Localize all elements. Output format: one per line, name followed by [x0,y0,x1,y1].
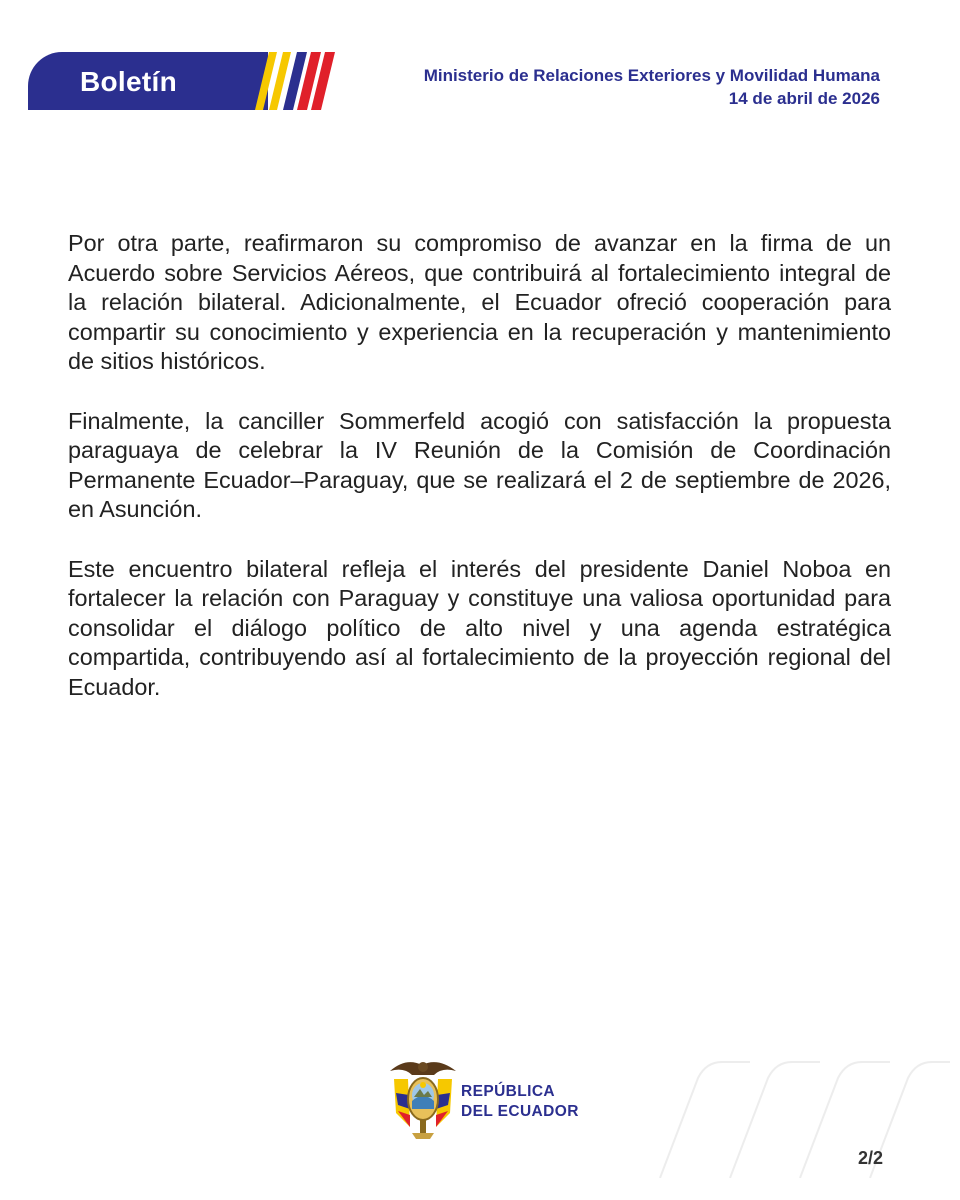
republic-label-line1: REPÚBLICA [461,1083,556,1100]
bulletin-body [68,229,891,732]
republic-label-line2: DEL ECUADOR [461,1103,579,1120]
bulletin-badge-label: Boletín [80,66,177,97]
paragraph: Este encuentro bilateral refleja el interés del presidente Daniel Noboa en fortalecer la relación con Paraguay y constituye una valiosa oportunidad para consolidar el diálogo político de alto nivel y una agenda estratégica compartida, contribuyendo así al fortalecimiento de la proyección regional del Ecuador. [68,555,891,700]
ministry-name: Ministerio de Relaciones Exteriores y Movilidad Humana [423,66,880,85]
page-number: 2/2 [857,1148,883,1168]
decorative-watermark [650,1058,950,1178]
ministry-header [424,64,880,110]
bulletin-date: 14 de abril de 2026 [728,89,880,108]
coat-of-arms-icon [386,1053,460,1139]
paragraph: Por otra parte, reafirmaron su compromiso de avanzar en la firma de un Acuerdo sobre Servicios Aéreos, que contribuirá al fortalecimiento integral de la relación bilateral. Adicionalmente, el Ecuador ofreció cooperación para compartir su conocimiento y experiencia en la recuperación y mantenimiento de sitios históricos. [68,230,891,374]
paragraph: Finalmente, la canciller Sommerfeld acogió con satisfacción la propuesta paraguaya de celebrar la IV Reunión de la Comisión de Coordinación Permanente Ecuador–Paraguay, que se realizará el 2 de septiembre de 2026, en Asunción. [68,407,891,522]
flag-stripes-icon [255,52,335,110]
republic-label [461,1082,579,1122]
